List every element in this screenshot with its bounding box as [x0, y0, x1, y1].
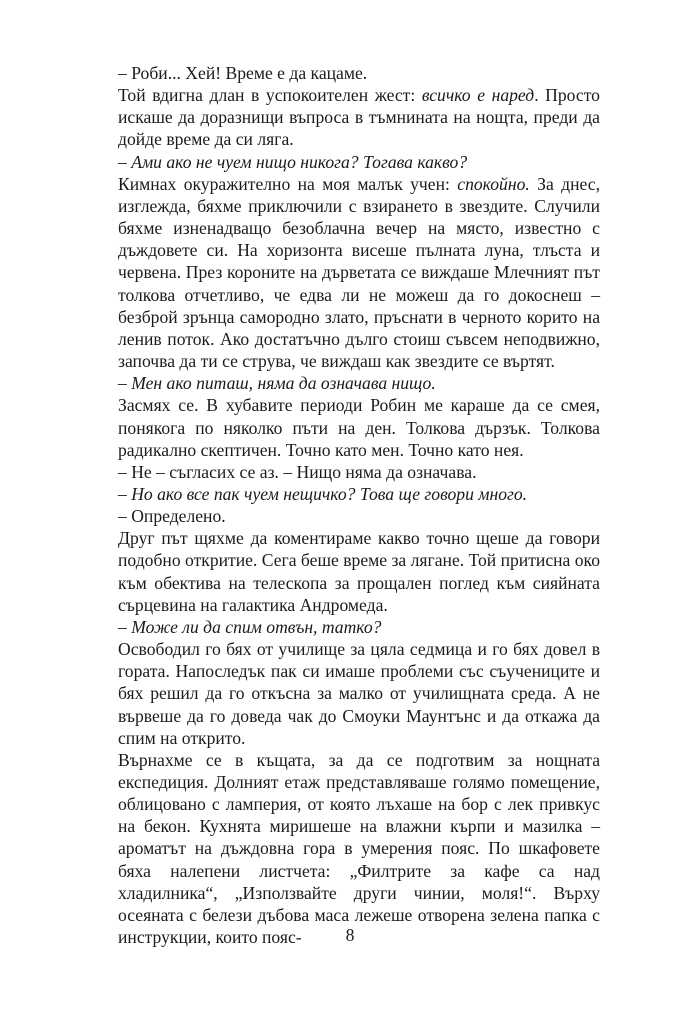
- paragraph-4: Кимнах окуражително на моя малък учен: спокойно. За днес, изглежда, бяхме приключили с взирането в звездите. Случили бяхме изненадващо безоблачна вечер на място, известно с дъждовете си. На хоризонта висеше пълната луна, тлъста и червена. През короните на дърветата се виждаше Млечният път толкова отчетливо, че едва ли не можеш да го докоснеш – безброй зрънца самородно злато, пръснати в черното корито на ленив поток. Ако достатъчно дълго стоиш съвсем неподвижно, започва да ти се струва, че виждаш как звездите се въртят.: [118, 173, 600, 372]
- paragraph-9: – Определено.: [118, 506, 226, 527]
- paragraph-13: Върнахме се в къщата, за да се подготвим за нощната експедиция. Долният етаж представляваше голямо помещение, облицовано с ламперия, от която лъхаше на бор с лек привкус на бекон. Кухнята миришеше на влажни кърпи и мазилка – ароматът на дъждовна гора в умерения пояс. По шкафовете бяха налепени листчета: „Филтрите за кафе са над хладилника“, „Използвайте други чинии, моля!“. Върху осеяната с белези дъбова маса лежеше отворена зелена папка с инструкции, които пояс-: [118, 749, 600, 948]
- paragraph-6: Засмях се. В хубавите периоди Робин ме караше да се смея, понякога по няколко пъти на ден. Толкова дързък. Толкова радикално скептичен. Точно като мен. Точно като нея.: [118, 395, 600, 460]
- paragraph-8: – Но ако все пак чуем нещичко? Това ще говори много.: [118, 483, 528, 504]
- paragraph-12: Освободил го бях от училище за цяла седмица и го бях довел в гората. Напоследък пак си имаше проблеми със съучениците и бях решил да го откъсна за малко от училищната среда. А не вървеше да го доведа чак до Смоуки Маунтънс и да откажа да спим на открито.: [118, 639, 600, 748]
- paragraph-7: – Не – съгласих се аз. – Нищо няма да означава.: [118, 461, 477, 482]
- page-number: 8: [345, 925, 355, 945]
- paragraph-2: Той вдигна длан в успокоителен жест: всичко е наред. Просто искаше да доразнищи въпроса в тъмнината на нощта, преди да дойде време да си ляга.: [118, 85, 600, 150]
- paragraph-10: Друг път щяхме да коментираме какво точно щеше да говори подобно откритие. Сега беше време за лягане. Той притисна око към обектива на телескопа за прощален поглед към сияйната сърцевина на галактика Андромеда.: [118, 528, 600, 615]
- paragraph-1: – Роби... Хей! Време е да кацаме.: [118, 63, 368, 83]
- paragraph-11: – Може ли да спим отвън, татко?: [118, 616, 382, 637]
- paragraph-5: – Мен ако питаш, няма да означава нищо.: [118, 373, 436, 394]
- page-body: [118, 62, 600, 948]
- paragraph-3: – Ами ако не чуем нищо никога? Тогава какво?: [118, 151, 468, 172]
